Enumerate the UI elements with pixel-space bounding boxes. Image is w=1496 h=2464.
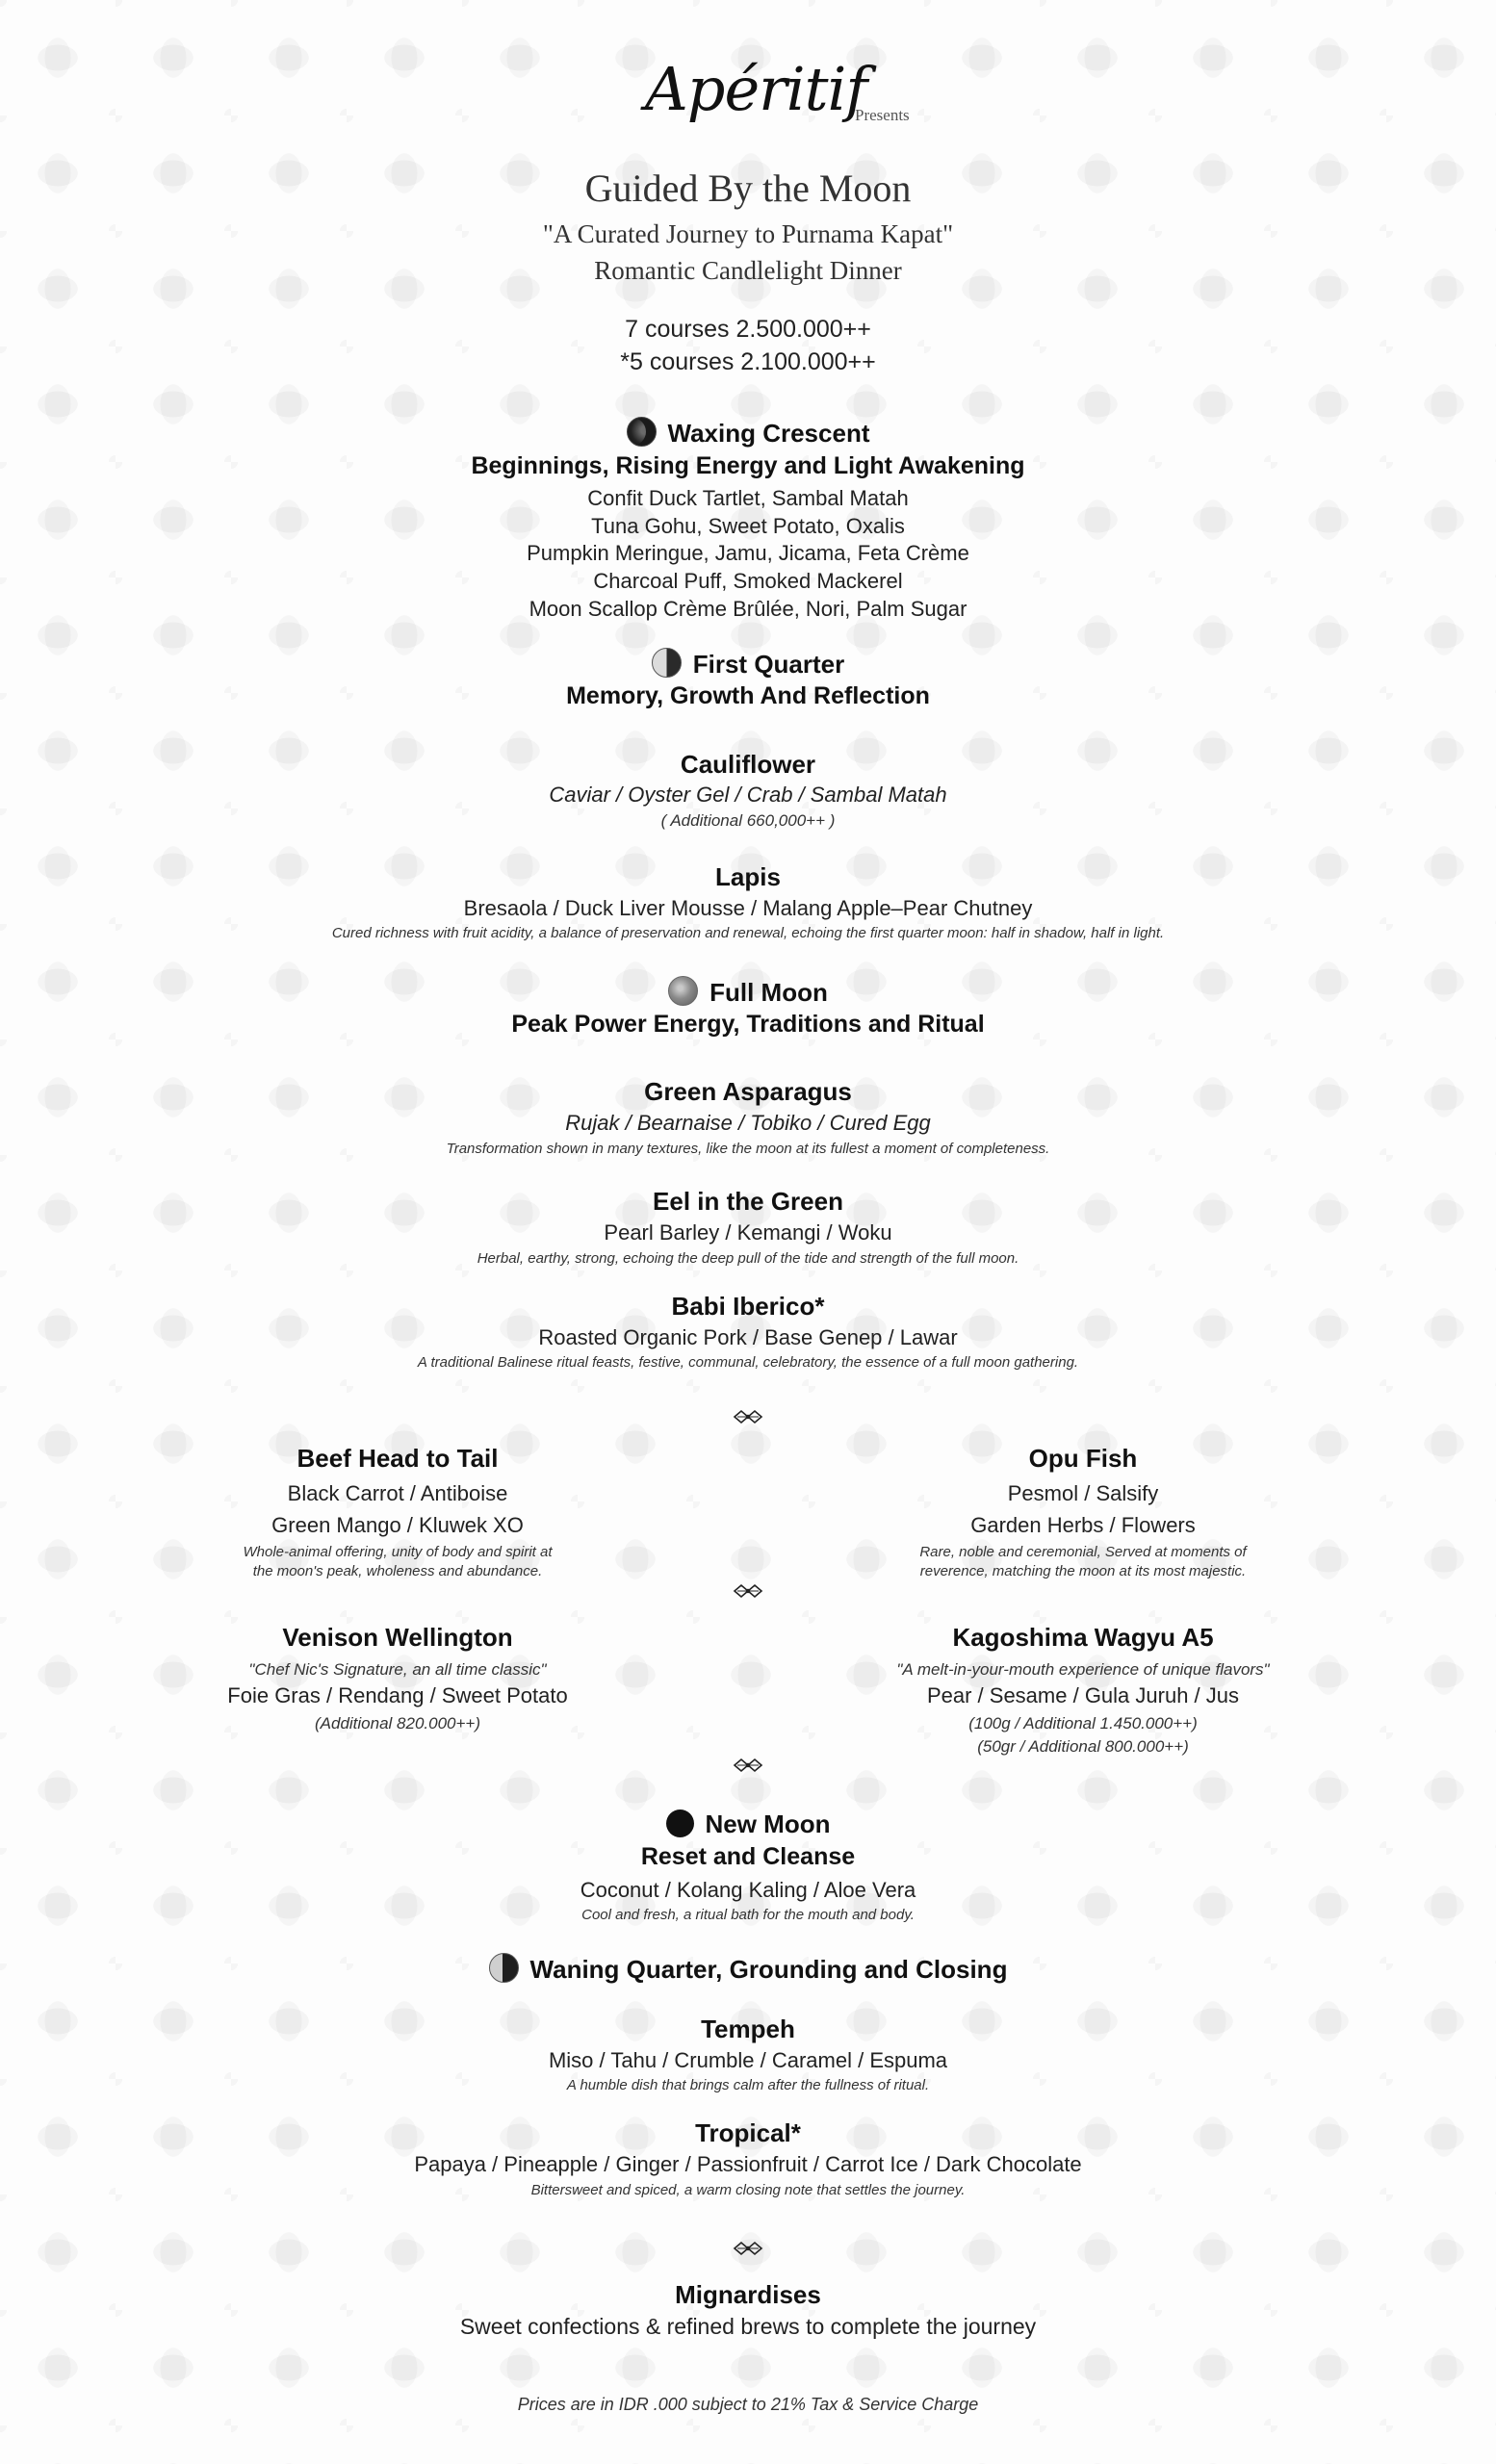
dish-opu-line2: Garden Herbs / Flowers (970, 1513, 1196, 1537)
canape-item: Pumpkin Meringue, Jamu, Jicama, Feta Crème (527, 541, 969, 565)
dish-lapis-name: Lapis (715, 862, 781, 891)
presents-label: Presents (855, 106, 910, 124)
dish-beef-name: Beef Head to Tail (297, 1444, 499, 1473)
price-7-courses: 7 courses 2.500.000++ (625, 316, 871, 343)
dish-wagyu-name: Kagoshima Wagyu A5 (952, 1623, 1214, 1652)
dish-opu-note2: reverence, matching the moon at its most majestic. (919, 1563, 1247, 1579)
dish-eel-name: Eel in the Green (653, 1187, 843, 1216)
dish-opu-note1: Rare, noble and ceremonial, Served at moments of (919, 1544, 1247, 1560)
dish-wagyu-ingredients: Pear / Sesame / Gula Juruh / Jus (926, 1683, 1240, 1707)
dish-venison (147, 1623, 648, 1733)
ornament-divider (733, 1581, 763, 1601)
logo-wordmark: Apéritif (645, 54, 867, 124)
dish-tropical-note: Bittersweet and spiced, a warm closing note that settles the journey. (530, 2182, 966, 2198)
full-moon-icon (668, 976, 698, 1006)
dish-tropical-name: Tropical* (695, 2118, 801, 2147)
full-moon-heading (0, 976, 1496, 1008)
dish-tempeh-name: Tempeh (701, 2015, 795, 2043)
waxing-crescent-heading (0, 417, 1496, 449)
new-moon-note: Cool and fresh, a ritual bath for the mouth and body. (581, 1907, 915, 1923)
full-moon-title: Full Moon (709, 978, 828, 1007)
dish-cauliflower-name: Cauliflower (680, 750, 816, 779)
new-moon-icon (666, 1810, 694, 1837)
ornament-divider (733, 1756, 763, 1775)
dish-wagyu-quote: "A melt-in-your-mouth experience of unique flavors" (896, 1660, 1270, 1679)
dish-cauliflower-supplement: ( Additional 660,000++ ) (660, 811, 836, 830)
dish-babi-note: A traditional Balinese ritual feasts, festive, communal, celebratory, the essence of a full moon gathering. (417, 1354, 1079, 1371)
dish-beef-line2: Green Mango / Kluwek XO (271, 1513, 524, 1537)
waning-quarter-moon-icon (489, 1953, 519, 1983)
waxing-crescent-title: Waxing Crescent (667, 419, 870, 448)
dish-venison-ingredients: Foie Gras / Rendang / Sweet Potato (227, 1683, 568, 1707)
canape-item: Charcoal Puff, Smoked Mackerel (593, 569, 903, 593)
mignardises-description: Sweet confections & refined brews to complete the journey (459, 2314, 1037, 2339)
aperitif-logo (645, 37, 910, 152)
canape-item: Tuna Gohu, Sweet Potato, Oxalis (591, 514, 905, 538)
dish-asparagus-note: Transformation shown in many textures, like the moon at its fullest a moment of completeness. (446, 1141, 1050, 1157)
dish-tropical-ingredients: Papaya / Pineapple / Ginger / Passionfruit / Carrot Ice / Dark Chocolate (414, 2152, 1082, 2176)
dish-tempeh-note: A humble dish that brings calm after the fullness of ritual. (566, 2077, 930, 2093)
dish-opu-name: Opu Fish (1028, 1444, 1138, 1473)
first-quarter-subtitle: Memory, Growth And Reflection (566, 682, 930, 709)
dish-babi-name: Babi Iberico* (671, 1292, 825, 1321)
first-quarter-moon-icon (652, 648, 682, 678)
dish-opu-line1: Pesmol / Salsify (1007, 1481, 1159, 1505)
dish-venison-name: Venison Wellington (282, 1623, 513, 1652)
menu-title: Guided By the Moon (584, 167, 912, 210)
dish-wagyu-supplement-100g: (100g / Additional 1.450.000++) (968, 1714, 1198, 1732)
dish-asparagus-name: Green Asparagus (644, 1077, 852, 1106)
dish-asparagus-ingredients: Rujak / Bearnaise / Tobiko / Cured Egg (565, 1111, 931, 1135)
new-moon-subtitle: Reset and Cleanse (640, 1843, 856, 1870)
mignardises-name: Mignardises (675, 2280, 821, 2309)
new-moon-heading (0, 1810, 1496, 1839)
dish-cauliflower-ingredients: Caviar / Oyster Gel / Crab / Sambal Matah (549, 783, 947, 807)
dish-eel-note: Herbal, earthy, strong, echoing the deep pull of the tide and strength of the full moon. (477, 1250, 1019, 1267)
footer-prices-note: Prices are in IDR .000 subject to 21% Tax & Service Charge (517, 2395, 979, 2414)
waxing-crescent-moon-icon (627, 417, 657, 447)
dish-wagyu-supplement-50g: (50gr / Additional 800.000++) (977, 1737, 1189, 1756)
dish-opu (833, 1444, 1333, 1579)
dish-beef-line1: Black Carrot / Antiboise (287, 1481, 508, 1505)
waning-quarter-title: Waning Quarter, Grounding and Closing (529, 1955, 1008, 1984)
ornament-divider (733, 1407, 763, 1426)
dish-babi-ingredients: Roasted Organic Pork / Base Genep / Lawar (538, 1325, 958, 1349)
waning-quarter-heading (0, 1953, 1496, 1985)
first-quarter-heading (0, 648, 1496, 680)
dish-lapis-ingredients: Bresaola / Duck Liver Mousse / Malang Apple–Pear Chutney (463, 896, 1033, 920)
dish-wagyu (833, 1623, 1333, 1757)
new-moon-ingredients: Coconut / Kolang Kaling / Aloe Vera (580, 1878, 916, 1902)
canape-item: Confit Duck Tartlet, Sambal Matah (587, 486, 909, 510)
dish-eel-ingredients: Pearl Barley / Kemangi / Woku (604, 1220, 892, 1245)
new-moon-title: New Moon (705, 1810, 831, 1838)
dish-lapis-note: Cured richness with fruit acidity, a balance of preservation and renewal, echoing the first quarter moon: half in shadow, half in light. (331, 925, 1165, 941)
ornament-divider (733, 2239, 763, 2258)
waxing-crescent-subtitle: Beginnings, Rising Energy and Light Awakening (471, 452, 1025, 479)
price-5-courses: *5 courses 2.100.000++ (620, 348, 876, 375)
menu-subtitle: "A Curated Journey to Purnama Kapat" (542, 219, 954, 248)
dish-venison-quote: "Chef Nic's Signature, an all time classic" (248, 1660, 547, 1679)
dish-beef-note2: the moon's peak, wholeness and abundance. (252, 1563, 543, 1579)
dish-beef-note1: Whole-animal offering, unity of body and spirit at (243, 1544, 553, 1560)
canape-item: Moon Scallop Crème Brûlée, Nori, Palm Sugar (529, 597, 967, 621)
dish-tempeh-ingredients: Miso / Tahu / Crumble / Caramel / Espuma (548, 2048, 948, 2072)
full-moon-subtitle: Peak Power Energy, Traditions and Ritual (511, 1011, 985, 1038)
dish-venison-supplement: (Additional 820.000++) (314, 1714, 481, 1732)
first-quarter-title: First Quarter (692, 650, 845, 679)
menu-tagline: Romantic Candlelight Dinner (594, 256, 902, 285)
dish-beef (147, 1444, 648, 1579)
